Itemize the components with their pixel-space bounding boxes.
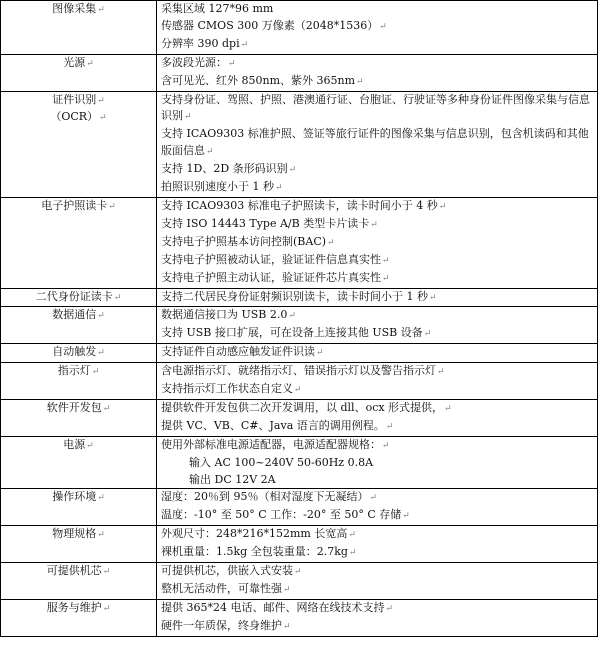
spec-value-cell bbox=[157, 344, 598, 363]
paragraph-mark-icon: ↵ bbox=[327, 237, 335, 248]
spec-value-line bbox=[161, 73, 593, 91]
spec-label-cell bbox=[1, 54, 157, 91]
spec-value-text: 支持 ICAO9303 标准护照、签证等旅行证件的图像采集与信息识别，包含机读码和其他版面信息 bbox=[161, 127, 589, 158]
spec-value-text: 输出 DC 12V 2A bbox=[189, 472, 276, 486]
paragraph-mark-icon: ↵ bbox=[206, 147, 214, 158]
spec-value-line bbox=[161, 618, 593, 636]
spec-label-cell bbox=[1, 526, 157, 563]
spec-label-text: 电源 bbox=[63, 437, 86, 451]
spec-label-text: 操作环境 bbox=[52, 490, 97, 504]
paragraph-mark-icon: ↵ bbox=[382, 440, 390, 451]
paragraph-mark-icon: ↵ bbox=[288, 311, 296, 322]
spec-value-text: 拍照识别速度小于 1 秒 bbox=[161, 180, 274, 194]
spec-value-text: 采集区域 127*96 mm bbox=[161, 2, 274, 15]
spec-label-cell bbox=[1, 436, 157, 489]
paragraph-mark-icon: ↵ bbox=[294, 385, 302, 396]
spec-value-cell bbox=[157, 563, 598, 600]
paragraph-mark-icon: ↵ bbox=[275, 183, 283, 194]
spec-label-cell bbox=[1, 489, 157, 526]
spec-label-text: 物理规格 bbox=[52, 527, 97, 541]
paragraph-mark-icon: ↵ bbox=[294, 567, 302, 578]
spec-value-cell bbox=[157, 288, 598, 307]
spec-label bbox=[5, 600, 152, 618]
paragraph-mark-icon: ↵ bbox=[423, 329, 432, 340]
spec-value-text: 支持 1D、2D 条形码识别 bbox=[161, 162, 288, 176]
spec-value-line bbox=[161, 455, 593, 472]
paragraph-mark-icon: ↵ bbox=[283, 585, 291, 595]
spec-value-line bbox=[161, 437, 593, 455]
paragraph-mark-icon: ↵ bbox=[108, 201, 116, 212]
spec-value-text: 硬件一年质保，终身维护 bbox=[161, 618, 282, 632]
spec-row bbox=[1, 307, 598, 344]
paragraph-mark-icon: ↵ bbox=[288, 165, 297, 176]
spec-label bbox=[5, 489, 152, 507]
spec-label-text: 光源 bbox=[63, 55, 86, 69]
paragraph-mark-icon: ↵ bbox=[86, 58, 94, 69]
spec-row bbox=[1, 563, 598, 600]
paragraph-mark-icon: ↵ bbox=[184, 112, 192, 123]
paragraph-mark-icon: ↵ bbox=[370, 219, 378, 230]
spec-row bbox=[1, 599, 598, 636]
spec-label-cell bbox=[1, 288, 157, 307]
spec-value-line bbox=[161, 234, 593, 252]
paragraph-mark-icon: ↵ bbox=[402, 511, 410, 522]
spec-label-text: 证件识别 bbox=[52, 92, 97, 106]
spec-value-text: 裸机重量：1.5kg 全包装重量：2.7kg bbox=[161, 545, 348, 559]
spec-label-cell bbox=[1, 399, 157, 436]
paragraph-mark-icon: ↵ bbox=[382, 273, 390, 284]
spec-value-line bbox=[161, 526, 593, 544]
spec-value-text: 提供 VC、VB、C#、Java 语言的调用例程。 bbox=[161, 418, 385, 432]
spec-value-text: 分辨率 390 dpi bbox=[161, 36, 240, 50]
paragraph-mark-icon: ↵ bbox=[91, 367, 100, 378]
spec-label-text: 图像采集 bbox=[52, 2, 97, 15]
spec-label bbox=[5, 563, 152, 581]
spec-value-cell bbox=[157, 489, 598, 526]
paragraph-mark-icon: ↵ bbox=[97, 95, 105, 106]
spec-value-line bbox=[161, 325, 593, 343]
paragraph-mark-icon: ↵ bbox=[369, 493, 378, 504]
spec-label bbox=[5, 400, 152, 418]
paragraph-mark-icon: ↵ bbox=[102, 403, 111, 414]
spec-value-cell bbox=[157, 399, 598, 436]
spec-row bbox=[1, 1, 598, 55]
paragraph-mark-icon: ↵ bbox=[102, 567, 111, 578]
spec-value-line bbox=[161, 418, 593, 436]
spec-row bbox=[1, 91, 598, 197]
spec-label-text: 电子护照读卡 bbox=[41, 198, 108, 212]
spec-value-text: 支持 USB 接口扩展，可在设备上连接其他 USB 设备 bbox=[161, 326, 423, 340]
paragraph-mark-icon: ↵ bbox=[86, 440, 94, 451]
spec-value-line bbox=[161, 600, 593, 618]
spec-value-line bbox=[161, 344, 593, 362]
spec-label bbox=[5, 55, 152, 73]
paragraph-mark-icon: ↵ bbox=[356, 76, 364, 87]
paragraph-mark-icon: ↵ bbox=[97, 311, 105, 322]
spec-value-text: 使用外部标准电源适配器，电源适配器规格： bbox=[161, 437, 381, 451]
spec-label-text: 软件开发包 bbox=[46, 400, 102, 414]
spec-label bbox=[5, 109, 152, 127]
spec-value-cell bbox=[157, 54, 598, 91]
spec-value-text: 温度：-10° 至 50° C 工作：-20° 至 50° C 存储 bbox=[161, 508, 402, 522]
spec-value-text: 支持证件自动感应触发证件识读 bbox=[161, 345, 315, 359]
spec-value-text: 多波段光源： bbox=[161, 55, 227, 69]
paragraph-mark-icon: ↵ bbox=[113, 292, 122, 303]
spec-value-line bbox=[161, 1, 593, 18]
spec-label bbox=[5, 289, 152, 307]
spec-label bbox=[5, 1, 152, 19]
spec-value-text: 可提供机芯，供嵌入式安装 bbox=[161, 564, 293, 578]
spec-label bbox=[5, 437, 152, 455]
spec-label-cell bbox=[1, 1, 157, 55]
paragraph-mark-icon: ↵ bbox=[228, 58, 236, 69]
spec-value-line bbox=[161, 581, 593, 599]
paragraph-mark-icon: ↵ bbox=[283, 621, 291, 632]
spec-value-cell bbox=[157, 197, 598, 288]
spec-label bbox=[5, 363, 152, 381]
spec-value-line bbox=[161, 92, 593, 127]
paragraph-mark-icon: ↵ bbox=[444, 403, 452, 414]
spec-value-text: 支持身份证、驾照、护照、港澳通行证、台胞证、行驶证等多种身份证件图像采集与信息识别 bbox=[161, 92, 590, 123]
paragraph-mark-icon: ↵ bbox=[379, 21, 387, 32]
spec-value-text: 数据通信接口为 USB 2.0 bbox=[161, 308, 288, 322]
spec-value-line bbox=[161, 563, 593, 581]
spec-value-cell bbox=[157, 526, 598, 563]
spec-value-line bbox=[161, 252, 593, 270]
spec-value-line bbox=[161, 36, 593, 54]
spec-label-cell bbox=[1, 197, 157, 288]
paragraph-mark-icon: ↵ bbox=[382, 255, 390, 266]
spec-table-body bbox=[1, 1, 598, 637]
spec-value-text: 支持 ICAO9303 标准电子护照读卡，读卡时间小于 4 秒 bbox=[161, 198, 438, 212]
spec-value-line bbox=[161, 489, 593, 507]
spec-label-text: 服务与维护 bbox=[46, 600, 102, 614]
spec-value-line bbox=[161, 161, 593, 179]
paragraph-mark-icon: ↵ bbox=[429, 292, 437, 303]
paragraph-mark-icon: ↵ bbox=[437, 367, 445, 378]
spec-value-cell bbox=[157, 599, 598, 636]
paragraph-mark-icon: ↵ bbox=[316, 348, 324, 359]
paragraph-mark-icon: ↵ bbox=[438, 201, 447, 212]
spec-value-cell bbox=[157, 436, 598, 489]
spec-label-text: 自动触发 bbox=[52, 345, 97, 359]
spec-value-line bbox=[161, 289, 593, 307]
paragraph-mark-icon: ↵ bbox=[102, 603, 111, 614]
spec-label-cell bbox=[1, 599, 157, 636]
spec-value-text: 支持电子护照基本访问控制(BAC) bbox=[161, 234, 327, 248]
spec-row bbox=[1, 363, 598, 400]
spec-value-line bbox=[161, 270, 593, 288]
paragraph-mark-icon: ↵ bbox=[385, 603, 394, 614]
spec-label-cell bbox=[1, 344, 157, 363]
spec-value-line bbox=[161, 216, 593, 234]
paragraph-mark-icon: ↵ bbox=[348, 530, 356, 541]
spec-value-text: 输入 AC 100~240V 50-60Hz 0.8A bbox=[189, 455, 374, 469]
paragraph-mark-icon: ↵ bbox=[348, 548, 357, 559]
paragraph-mark-icon: ↵ bbox=[97, 348, 105, 359]
spec-value-line bbox=[161, 507, 593, 525]
spec-row bbox=[1, 489, 598, 526]
spec-value-text: 支持指示灯工作状态自定义 bbox=[161, 382, 293, 396]
spec-label-text: 可提供机芯 bbox=[46, 564, 102, 578]
spec-value-text: 湿度：20％到 95％（相对湿度下无凝结） bbox=[161, 490, 369, 504]
spec-label-text: 数据通信 bbox=[52, 308, 97, 322]
paragraph-mark-icon: ↵ bbox=[240, 39, 249, 50]
spec-value-text: 支持二代居民身份证射频识别读卡，读卡时间小于 1 秒 bbox=[161, 289, 428, 303]
spec-value-text: 含电源指示灯、就绪指示灯、错误指示灯以及警告指示灯 bbox=[161, 364, 436, 378]
spec-value-text: 传感器 CMOS 300 万像素（2048*1536） bbox=[161, 18, 379, 32]
spec-value-line bbox=[161, 307, 593, 325]
spec-label bbox=[5, 198, 152, 216]
spec-value-text: 支持电子护照主动认证，验证证件芯片真实性 bbox=[161, 270, 381, 284]
spec-label-text: 指示灯 bbox=[57, 364, 91, 378]
spec-row bbox=[1, 54, 598, 91]
spec-label bbox=[5, 307, 152, 325]
paragraph-mark-icon: ↵ bbox=[97, 493, 105, 504]
spec-value-line bbox=[161, 18, 593, 36]
spec-value-cell bbox=[157, 1, 598, 55]
spec-row bbox=[1, 399, 598, 436]
spec-label-text: 二代身份证读卡 bbox=[35, 289, 113, 303]
spec-label-cell bbox=[1, 363, 157, 400]
spec-label bbox=[5, 344, 152, 362]
spec-value-line bbox=[161, 544, 593, 562]
spec-label-cell bbox=[1, 91, 157, 197]
spec-value-line bbox=[161, 400, 593, 418]
paragraph-mark-icon: ↵ bbox=[97, 530, 105, 541]
spec-value-text: 外观尺寸：248*216*152mm 长宽高 bbox=[161, 527, 348, 541]
spec-label-cell bbox=[1, 563, 157, 600]
spec-value-line bbox=[161, 55, 593, 73]
spec-value-line bbox=[161, 363, 593, 381]
spec-label-text: （OCR） bbox=[50, 110, 99, 124]
spec-value-cell bbox=[157, 363, 598, 400]
spec-value-text: 含可见光、红外 850nm、紫外 365nm bbox=[161, 73, 356, 87]
spec-value-text: 支持电子护照被动认证，验证证件信息真实性 bbox=[161, 252, 381, 266]
spec-row bbox=[1, 197, 598, 288]
spec-row bbox=[1, 344, 598, 363]
spec-value-line bbox=[161, 179, 593, 197]
spec-row bbox=[1, 288, 598, 307]
paragraph-mark-icon: ↵ bbox=[99, 113, 107, 124]
paragraph-mark-icon: ↵ bbox=[385, 421, 394, 432]
spec-value-line bbox=[161, 198, 593, 216]
spec-value-line bbox=[161, 381, 593, 399]
spec-value-text: 整机无活动件，可靠性强 bbox=[161, 582, 282, 595]
spec-value-line bbox=[161, 472, 593, 489]
spec-label bbox=[5, 526, 152, 544]
spec-value-text: 提供软件开发包供二次开发调用，以 dll、ocx 形式提供， bbox=[161, 400, 444, 414]
paragraph-mark-icon: ↵ bbox=[97, 5, 105, 15]
spec-row bbox=[1, 436, 598, 489]
spec-label-cell bbox=[1, 307, 157, 344]
spec-row bbox=[1, 526, 598, 563]
spec-value-text: 支持 ISO 14443 Type A/B 类型卡片读卡 bbox=[161, 216, 370, 230]
spec-value-line bbox=[161, 126, 593, 161]
spec-value-cell bbox=[157, 91, 598, 197]
spec-value-cell bbox=[157, 307, 598, 344]
spec-value-text: 提供 365*24 电话、邮件、网络在线技术支持 bbox=[161, 600, 385, 614]
spec-label bbox=[5, 92, 152, 110]
